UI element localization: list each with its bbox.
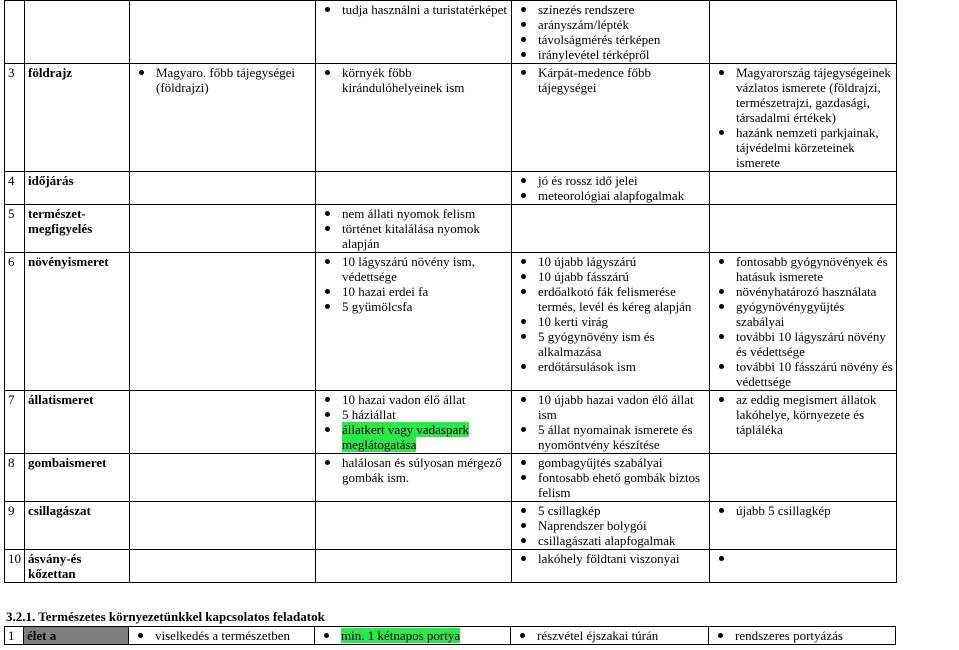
list-item: jó és rossz idő jelei [515,173,706,188]
row-subject: élet a [24,627,129,645]
list-item: 5 gyógynövény ism és alkalmazása [515,329,706,359]
cell-d [710,454,897,502]
list-item: Kárpát-medence főbb tájegységei [515,65,706,95]
table-row [5,205,897,253]
row-number: 5 [5,205,25,253]
list-item: meteorológiai alapfogalmak [515,188,706,203]
list-item: gombagyűjtés szabályai [515,455,706,470]
list-item: fontosabb gyógynövények és hatásuk ismerete [713,254,893,284]
list-item: 10 hazai erdei fa [319,284,508,299]
cell-d [710,550,897,583]
cell-d [710,1,897,64]
list-item: 10 hazai vadon élő állat [319,392,508,407]
list-item: részvétel éjszakai túrán [514,628,705,643]
cell-b [316,391,512,454]
cell-a [130,64,316,172]
list-item: iránylevétel térképről [515,47,706,62]
table-row [5,64,897,172]
row-number: 6 [5,253,25,391]
row-subject: ásvány-és kőzettan [25,550,130,583]
list-item: Magyaro. főbb tájegységei (földrajzi) [133,65,312,95]
list-item: további 10 lágyszárú növény és védettsége [713,329,893,359]
cell-d [710,391,897,454]
row-number: 8 [5,454,25,502]
list-item: erdőtársulások ism [515,359,706,374]
cell-b [316,502,512,550]
list-item: min. 1 kétnapos portya [318,628,507,643]
row-number: 9 [5,502,25,550]
tasks-table [4,626,896,645]
cell-a [130,391,316,454]
cell-a [130,172,316,205]
list-item: további 10 fásszárú növény és védettsége [713,359,893,389]
list-item [713,551,893,566]
cell-d [710,502,897,550]
row-subject: gombaismeret [25,454,130,502]
table-row [5,253,897,391]
list-item: viselkedés a természetben [132,628,311,643]
list-item: növényhatározó használata [713,284,893,299]
table-row [5,454,897,502]
list-item: Magyarország tájegységeinek vázlatos ismerete (földrajzi, természetrajzi, gazdasági, társadalmi értékek) [713,65,893,125]
cell-d [710,205,897,253]
row-subject: növényismeret [25,253,130,391]
cell-d [710,253,897,391]
cell-c [512,64,710,172]
cell-c [511,627,709,645]
cell-b [316,172,512,205]
row-number: 3 [5,64,25,172]
list-item: 5 csillagkép [515,503,706,518]
list-item: lakóhely földtani viszonyai [515,551,706,566]
cell-a [130,1,316,64]
cell-b [315,627,511,645]
cell-a [130,205,316,253]
row-subject [25,1,130,64]
row-number: 10 [5,550,25,583]
cell-c [512,253,710,391]
table-row [5,1,897,64]
table-row [5,502,897,550]
cell-b [316,454,512,502]
row-subject: állatismeret [25,391,130,454]
list-item: gyógynövénygyűjtés szabályai [713,299,893,329]
row-subject: földrajz [25,64,130,172]
cell-c [512,454,710,502]
curriculum-table [4,0,897,583]
row-subject: csillagászat [25,502,130,550]
table-row [5,550,897,583]
list-item: Naprendszer bolygói [515,518,706,533]
cell-c [512,550,710,583]
cell-b [316,1,512,64]
list-item: halálosan és súlyosan mérgező gombák ism. [319,455,508,485]
list-item: 5 állat nyomainak ismerete és nyomöntvény készítése [515,422,706,452]
cell-a [129,627,315,645]
cell-d [710,172,897,205]
list-item: 10 kerti virág [515,314,706,329]
list-item: történet kitalálása nyomok alapján [319,221,508,251]
list-item: hazánk nemzeti parkjainak, tájvédelmi körzeteinek ismerete [713,125,893,170]
list-item: 10 újabb hazai vadon élő állat ism [515,392,706,422]
list-item: állatkert vagy vadaspark meglátogatása [319,422,508,452]
list-item: 5 gyümölcsfa [319,299,508,314]
list-item: tudja használni a turistatérképet [319,2,508,17]
list-item: fontosabb ehető gombák biztos felism [515,470,706,500]
row-number: 7 [5,391,25,454]
list-item: 10 lágyszárú növény ism, védettsége [319,254,508,284]
list-item: újabb 5 csillagkép [713,503,893,518]
table-row [5,627,896,645]
section-title: 3.2.1. Természetes környezetünkkel kapcsolatos feladatok [6,609,325,624]
row-number: 4 [5,172,25,205]
list-item: környék főbb kirándulóhelyeinek ism [319,65,508,95]
row-number [5,1,25,64]
cell-b [316,64,512,172]
row-number: 1 [5,627,24,645]
list-item: 5 háziállat [319,407,508,422]
list-item: nem állati nyomok felism [319,206,508,221]
cell-b [316,253,512,391]
list-item: 10 újabb fásszárú [515,269,706,284]
cell-a [130,253,316,391]
cell-c [512,172,710,205]
list-item: rendszeres portyázás [712,628,892,643]
table-row [5,391,897,454]
cell-b [316,550,512,583]
cell-b [316,205,512,253]
table-row [5,172,897,205]
cell-a [130,550,316,583]
row-subject: időjárás [25,172,130,205]
cell-c [512,205,710,253]
cell-a [130,454,316,502]
list-item: az eddig megismert állatok lakóhelye, környezete és tápláléka [713,392,893,437]
list-item: távolságmérés térképen [515,32,706,47]
list-item: színezés rendszere [515,2,706,17]
list-item: 10 újabb lágyszárú [515,254,706,269]
list-item: arányszám/lépték [515,17,706,32]
cell-a [130,502,316,550]
cell-c [512,1,710,64]
list-item: csillagászati alapfogalmak [515,533,706,548]
cell-d [709,627,896,645]
cell-c [512,502,710,550]
row-subject: természet-megfigyelés [25,205,130,253]
cell-c [512,391,710,454]
cell-d [710,64,897,172]
list-item: erdőalkotó fák felismerése termés, levél és kéreg alapján [515,284,706,314]
